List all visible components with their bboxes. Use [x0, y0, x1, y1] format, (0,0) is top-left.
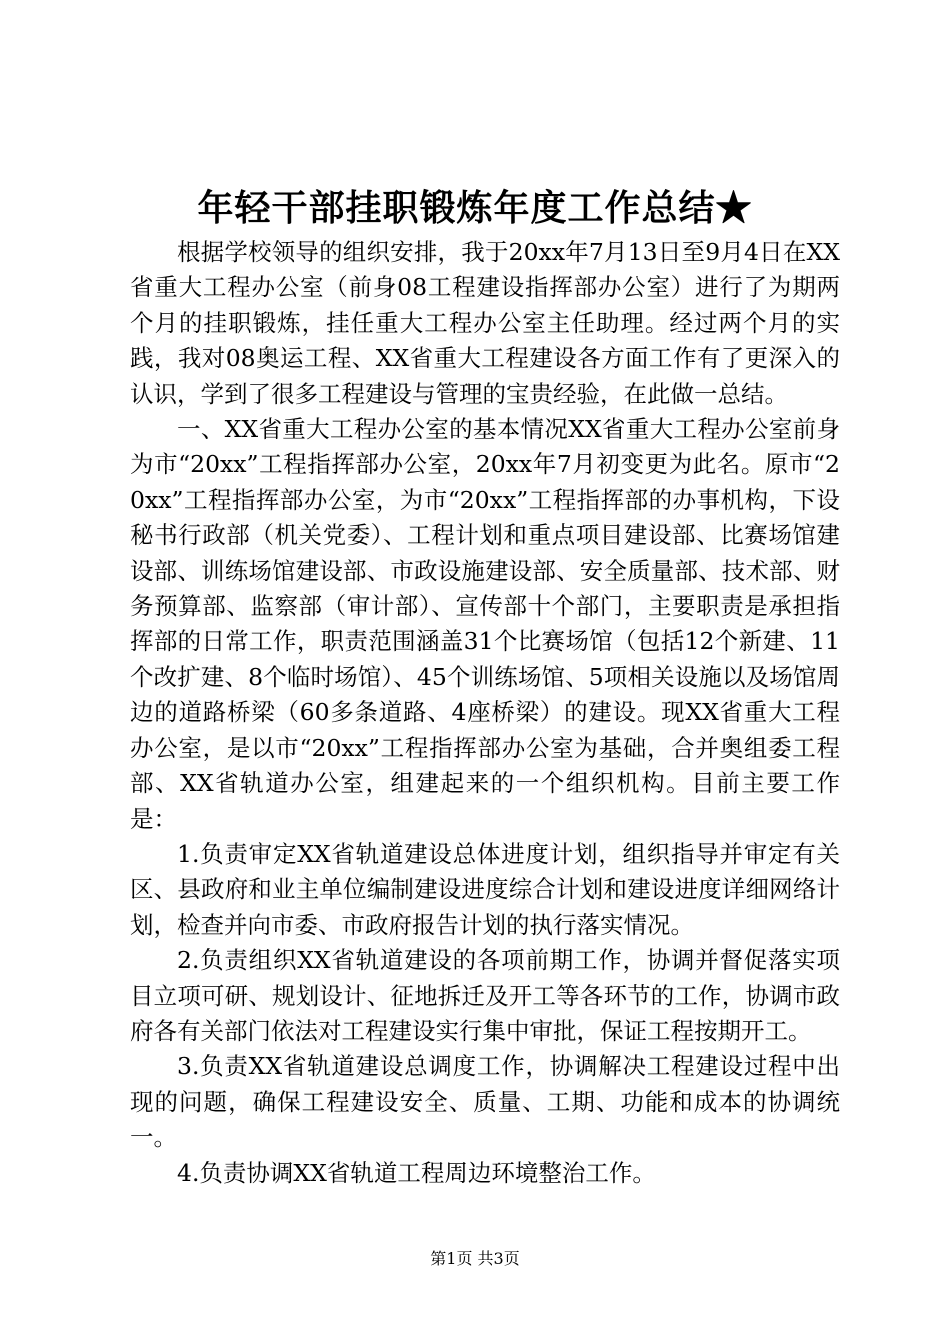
paragraph-item-3: 3.负责XX省轨道建设总调度工作，协调解决工程建设过程中出现的问题，确保工程建设安全、质量、工期、功能和成本的协调统一。: [130, 1052, 840, 1152]
page-number: 第1页 共3页: [430, 1249, 520, 1268]
paragraph-item-4: 4.负责协调XX省轨道工程周边环境整治工作。: [177, 1158, 656, 1187]
document-body: [130, 235, 840, 1191]
paragraph-item-2: 2.负责组织XX省轨道建设的各项前期工作，协调并督促落实项目立项可研、规划设计、征地拆迁及开工等各环节的工作，协调市政府各有关部门依法对工程建设实行集中审批，保证工程按期开工。: [130, 946, 840, 1045]
paragraph-section-1: 一、XX省重大工程办公室的基本情况XX省重大工程办公室前身为市“20xx”工程指挥部办公室，20xx年7月初变更为此名。原市“20xx”工程指挥部办公室，为市“20xx”工程指挥部的办事机构，下设秘书行政部（机关党委）、工程计划和重点项目建设部、比赛场馆建设部、训练场馆建设部、市政设施建设部、安全质量部、技术部、财务预算部、监察部（审计部）、宣传部十个部门，主要职责是承担指挥部的日常工作，职责范围涵盖31个比赛场馆（包括12个新建、11个改扩建、8个临时场馆）、45个训练场馆、5项相关设施以及场馆周边的道路桥梁（60多条道路、4座桥梁）的建设。现XX省重大工程办公室，是以市“20xx”工程指挥部办公室为基础，合并奥组委工程部、XX省轨道办公室，组建起来的一个组织机构。目前主要工作是：: [130, 415, 840, 833]
document-title: 年轻干部挂职锻炼年度工作总结★: [197, 187, 753, 229]
paragraph-intro: 根据学校领导的组织安排，我于20xx年7月13日至9月4日在XX省重大工程办公室（前身08工程建设指挥部办公室）进行了为期两个月的挂职锻炼，挂任重大工程办公室主任助理。经过两个月的实践，我对08奥运工程、XX省重大工程建设各方面工作有了更深入的认识，学到了很多工程建设与管理的宝贵经验，在此做一总结。: [130, 238, 840, 408]
paragraph-item-1: 1.负责审定XX省轨道建设总体进度计划，组织指导并审定有关区、县政府和业主单位编制建设进度综合计划和建设进度详细网络计划，检查并向市委、市政府报告计划的执行落实情况。: [130, 839, 840, 939]
